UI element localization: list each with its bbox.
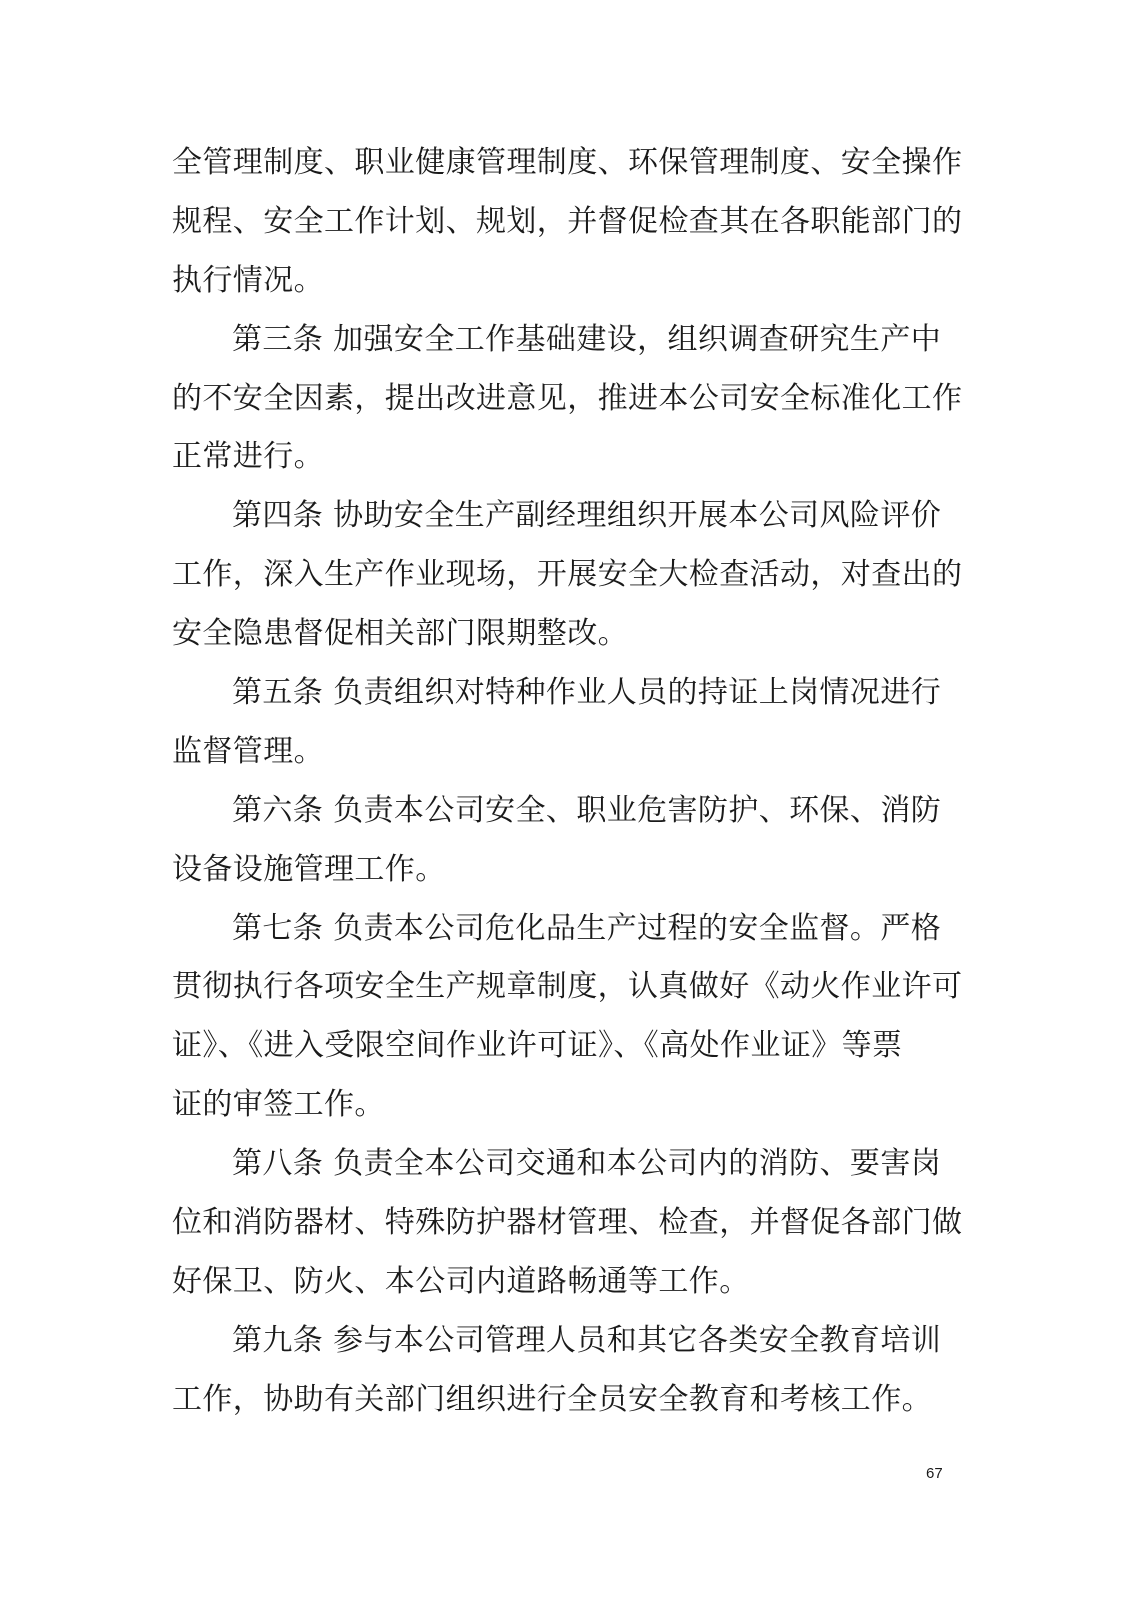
body-text [172, 134, 962, 1430]
text-line: 工作，深入生产作业现场，开展安全大检查活动，对查出的 [172, 557, 963, 593]
page-number: 67 [926, 1465, 943, 1482]
article-9-heading-line: 第九条 参与本公司管理人员和其它各类安全教育培训 [232, 1322, 942, 1358]
article-3-heading-line: 第三条 加强安全工作基础建设，组织调查研究生产中 [232, 321, 942, 357]
text-line: 工作，协助有关部门组织进行全员安全教育和考核工作。 [172, 1381, 932, 1417]
article-8-heading-line: 第八条 负责全本公司交通和本公司内的消防、要害岗 [232, 1146, 942, 1182]
text-line: 正常进行。 [172, 439, 324, 475]
text-line: 全管理制度、职业健康管理制度、环保管理制度、安全操作 [172, 145, 963, 180]
article-5-heading-line: 第五条 负责组织对特种作业人员的持证上岗情况进行 [232, 675, 942, 711]
text-line: 规程、安全工作计划、规划，并督促检查其在各职能部门的 [172, 203, 963, 239]
article-7-heading-line: 第七条 负责本公司危化品生产过程的安全监督。严格 [232, 910, 942, 946]
text-line: 证》、《进入受限空间作业许可证》、《高处作业证》等票 [172, 1028, 903, 1064]
text-line: 证的审签工作。 [172, 1087, 385, 1123]
text-line: 执行情况。 [172, 262, 324, 298]
text-line: 安全隐患督促相关部门限期整改。 [172, 616, 628, 652]
text-line: 设备设施管理工作。 [172, 851, 446, 887]
text-line: 好保卫、防火、本公司内道路畅通等工作。 [172, 1263, 750, 1299]
article-6-heading-line: 第六条 负责本公司安全、职业危害防护、环保、消防 [232, 792, 942, 828]
article-4-heading-line: 第四条 协助安全生产副经理组织开展本公司风险评价 [232, 498, 942, 534]
text-line: 贯彻执行各项安全生产规章制度，认真做好《动火作业许可 [172, 969, 963, 1005]
text-line: 监督管理。 [172, 733, 324, 769]
text-line: 位和消防器材、特殊防护器材管理、检查，并督促各部门做 [172, 1205, 963, 1241]
text-line: 的不安全因素，提出改进意见，推进本公司安全标准化工作 [172, 380, 963, 416]
